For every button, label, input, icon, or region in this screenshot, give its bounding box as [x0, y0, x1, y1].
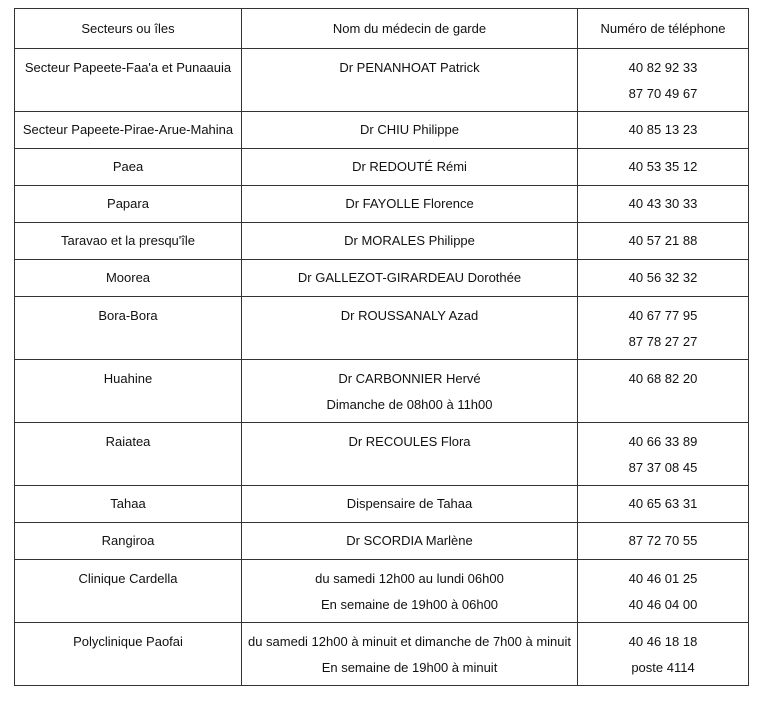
- doctor-cell: [242, 260, 578, 297]
- table-row: [15, 186, 749, 223]
- sector-name: Taravao et la presqu'île: [60, 233, 195, 248]
- doctor-cell: [242, 560, 578, 623]
- doctor-cell-line: Dr MORALES Philippe: [344, 233, 475, 248]
- phone-cell-line: 40 56 32 32: [628, 270, 698, 285]
- doctor-cell-line: Dispensaire de Tahaa: [346, 496, 473, 511]
- doctor-cell: [242, 486, 578, 523]
- phone-cell-line: 40 66 33 89: [628, 434, 698, 449]
- doctor-cell: [242, 186, 578, 223]
- phone-cell-line: poste 4114: [631, 660, 695, 675]
- sector-cell: [15, 223, 242, 260]
- sector-name: Paea: [112, 159, 144, 174]
- table-row: [15, 260, 749, 297]
- phone-cell: [578, 560, 749, 623]
- phone-cell-line: 40 65 63 31: [628, 496, 698, 511]
- sector-name: Raiatea: [105, 434, 151, 449]
- phone-cell-line: 40 46 01 25: [628, 571, 698, 586]
- sector-name: Moorea: [105, 270, 151, 285]
- phone-cell: [578, 623, 749, 686]
- phone-cell-line: 87 78 27 27: [628, 334, 698, 349]
- doctor-cell: [242, 523, 578, 560]
- sector-cell: [15, 112, 242, 149]
- phone-cell-line: 40 43 30 33: [628, 196, 698, 211]
- doctor-cell-line: En semaine de 19h00 à 06h00: [320, 597, 499, 612]
- sector-cell: [15, 49, 242, 112]
- doctor-cell: [242, 49, 578, 112]
- table-row: [15, 149, 749, 186]
- doctor-cell-line: Dr RECOULES Flora: [348, 434, 471, 449]
- table-header-row: [15, 9, 749, 49]
- phone-cell-line: 40 82 92 33: [628, 60, 698, 75]
- doctor-cell-line: du samedi 12h00 à minuit et dimanche de 7h00 à minuit: [247, 634, 572, 649]
- sector-cell: [15, 623, 242, 686]
- phone-cell: [578, 186, 749, 223]
- sector-cell: [15, 486, 242, 523]
- table-row: [15, 223, 749, 260]
- header-sector: Secteurs ou îles: [15, 9, 242, 49]
- doctor-cell: [242, 423, 578, 486]
- doctor-cell-line: Dr PENANHOAT Patrick: [339, 60, 480, 75]
- phone-cell: [578, 523, 749, 560]
- phone-cell: [578, 260, 749, 297]
- table-body: [15, 49, 749, 686]
- doctor-cell: [242, 297, 578, 360]
- table-row: [15, 486, 749, 523]
- sector-name: Papara: [107, 196, 149, 211]
- sector-name: Polyclinique Paofai: [73, 634, 183, 649]
- phone-cell-line: 87 37 08 45: [628, 460, 698, 475]
- phone-cell: [578, 486, 749, 523]
- doctor-cell: [242, 623, 578, 686]
- sector-name: Tahaa: [110, 496, 146, 511]
- sector-cell: [15, 360, 242, 423]
- doctor-cell-line: En semaine de 19h00 à minuit: [321, 660, 498, 675]
- phone-cell-line: 40 68 82 20: [628, 371, 698, 386]
- doctor-cell-line: Dr FAYOLLE Florence: [345, 196, 474, 211]
- phone-cell-line: 87 70 49 67: [628, 86, 698, 101]
- phone-cell-line: 40 46 04 00: [628, 597, 698, 612]
- doctor-cell-line: Dr CARBONNIER Hervé: [338, 371, 481, 386]
- table-row: [15, 297, 749, 360]
- sector-cell: [15, 297, 242, 360]
- sector-cell: [15, 523, 242, 560]
- phone-cell-line: 40 46 18 18: [628, 634, 698, 649]
- doctor-cell-line: Dr ROUSSANALY Azad: [340, 308, 479, 323]
- header-doctor: Nom du médecin de garde: [242, 9, 578, 49]
- doctor-cell-line: Dr GALLEZOT-GIRARDEAU Dorothée: [297, 270, 522, 285]
- doctor-cell-line: du samedi 12h00 au lundi 06h00: [315, 571, 504, 586]
- table-row: [15, 623, 749, 686]
- table-row: [15, 423, 749, 486]
- on-call-doctors-table: [14, 8, 749, 686]
- table-row: [15, 560, 749, 623]
- sector-cell: [15, 560, 242, 623]
- table-row: [15, 49, 749, 112]
- sector-name: Huahine: [103, 371, 153, 386]
- sector-cell: [15, 260, 242, 297]
- doctor-cell: [242, 223, 578, 260]
- phone-cell: [578, 423, 749, 486]
- sector-name: Rangiroa: [101, 533, 155, 548]
- phone-cell-line: 87 72 70 55: [628, 533, 698, 548]
- doctor-cell: [242, 360, 578, 423]
- sector-cell: [15, 186, 242, 223]
- phone-cell-line: 40 85 13 23: [628, 122, 698, 137]
- phone-cell: [578, 149, 749, 186]
- sector-cell: [15, 149, 242, 186]
- phone-cell-line: 40 53 35 12: [628, 159, 698, 174]
- phone-cell: [578, 223, 749, 260]
- phone-cell-line: 40 67 77 95: [628, 308, 698, 323]
- doctor-cell-line: Dr REDOUTÉ Rémi: [352, 159, 467, 174]
- doctor-cell: [242, 149, 578, 186]
- sector-name: Clinique Cardella: [78, 571, 178, 586]
- table-row: [15, 112, 749, 149]
- doctor-cell-line: Dr CHIU Philippe: [360, 122, 459, 137]
- table-row: [15, 523, 749, 560]
- phone-cell-line: 40 57 21 88: [628, 233, 698, 248]
- phone-cell: [578, 360, 749, 423]
- phone-cell: [578, 297, 749, 360]
- sector-name: Secteur Papeete-Pirae-Arue-Mahina: [22, 122, 234, 137]
- sector-name: Bora-Bora: [98, 308, 158, 323]
- phone-cell: [578, 49, 749, 112]
- sector-name: Secteur Papeete-Faa'a et Punaauia: [24, 60, 232, 75]
- doctor-cell-line: Dimanche de 08h00 à 11h00: [326, 397, 493, 412]
- doctor-cell: [242, 112, 578, 149]
- doctor-cell-line: Dr SCORDIA Marlène: [346, 533, 473, 548]
- phone-cell: [578, 112, 749, 149]
- sector-cell: [15, 423, 242, 486]
- table-row: [15, 360, 749, 423]
- header-phone: Numéro de téléphone: [578, 9, 749, 49]
